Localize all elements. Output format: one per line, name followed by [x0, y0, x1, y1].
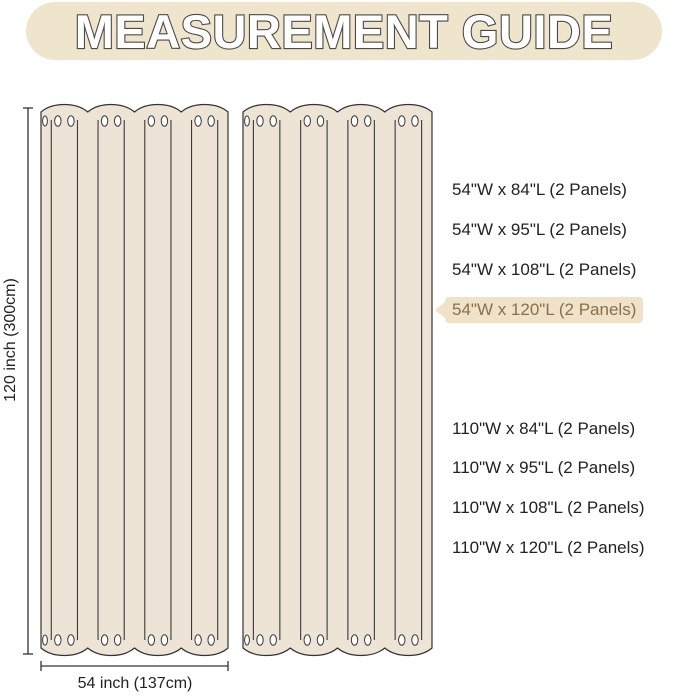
grommet-bottom	[101, 635, 107, 645]
grommet-bottom	[365, 635, 371, 645]
grommet-bottom	[208, 635, 214, 645]
height-label: 120 inch (300cm)	[2, 278, 19, 402]
size-option-54x84[interactable]: 54"W x 84"L (2 Panels)	[452, 180, 627, 199]
page-title: MEASUREMENT GUIDE	[74, 5, 614, 58]
curtain-fabric	[41, 105, 228, 656]
grommet-top	[114, 116, 120, 126]
grommet-bottom	[55, 635, 61, 645]
grommet-bottom	[43, 635, 48, 645]
curtain-panel-right	[243, 105, 432, 656]
grommet-bottom	[245, 635, 250, 645]
grommet-bottom	[399, 635, 405, 645]
grommet-bottom	[351, 635, 357, 645]
grommet-top	[208, 116, 214, 126]
grommet-bottom	[304, 635, 310, 645]
grommet-bottom	[317, 635, 323, 645]
height-dimension	[23, 108, 33, 654]
size-option-110x120[interactable]: 110"W x 120"L (2 Panels)	[452, 538, 645, 557]
grommet-top	[43, 116, 48, 126]
grommet-top	[317, 116, 323, 126]
grommet-bottom	[412, 635, 418, 645]
grommet-top	[257, 116, 263, 126]
grommet-top	[68, 116, 74, 126]
size-option-110x95[interactable]: 110"W x 95"L (2 Panels)	[452, 458, 636, 477]
size-option-110x84[interactable]: 110"W x 84"L (2 Panels)	[452, 419, 636, 438]
grommet-top	[365, 116, 371, 126]
width-label: 54 inch (137cm)	[77, 675, 193, 692]
grommet-top	[55, 116, 61, 126]
grommet-bottom	[114, 635, 120, 645]
grommet-bottom	[148, 635, 154, 645]
grommet-bottom	[257, 635, 263, 645]
grommet-top	[148, 116, 154, 126]
width-dimension	[41, 661, 228, 671]
grommet-top	[101, 116, 107, 126]
size-option-110x108[interactable]: 110"W x 108"L (2 Panels)	[452, 498, 645, 517]
grommet-bottom	[270, 635, 276, 645]
grommet-top	[399, 116, 405, 126]
size-option-54x95[interactable]: 54"W x 95"L (2 Panels)	[452, 220, 627, 239]
grommet-top	[161, 116, 167, 126]
grommet-bottom	[195, 635, 201, 645]
grommet-top	[304, 116, 310, 126]
grommet-top	[195, 116, 201, 126]
grommet-top	[245, 116, 250, 126]
grommet-bottom	[68, 635, 74, 645]
size-option-54x108[interactable]: 54"W x 108"L (2 Panels)	[452, 260, 637, 279]
grommet-bottom	[161, 635, 167, 645]
curtain-fabric	[243, 105, 432, 656]
curtain-panel-left	[41, 105, 228, 656]
size-option-54x120-selected[interactable]: 54"W x 120"L (2 Panels)	[445, 297, 643, 323]
grommet-top	[270, 116, 276, 126]
grommet-top	[412, 116, 418, 126]
grommet-top	[351, 116, 357, 126]
